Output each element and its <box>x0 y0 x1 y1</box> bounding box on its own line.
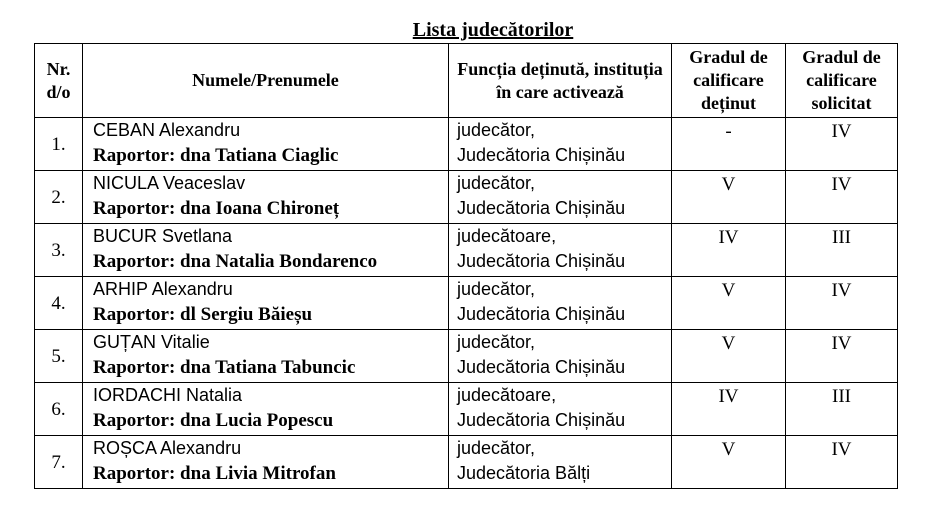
grade-requested: IV <box>786 330 898 383</box>
raportor-name: Raportor: dna Natalia Bondarenco <box>93 251 378 272</box>
grade-held: - <box>672 118 786 171</box>
header-grade-requested: Gradul de calificare solicitat <box>786 44 898 118</box>
judges-table <box>34 43 898 489</box>
header-function: Funcția deținută, instituția în care activează <box>449 44 672 118</box>
row-number: 6. <box>35 383 83 436</box>
position: judecător, <box>457 279 536 299</box>
table-row <box>35 383 898 436</box>
grade-held: V <box>672 436 786 489</box>
row-number: 2. <box>35 171 83 224</box>
name-cell <box>83 277 449 330</box>
table-row <box>35 277 898 330</box>
raportor-name: Raportor: dl Sergiu Băieșu <box>93 304 313 325</box>
grade-requested: III <box>786 383 898 436</box>
name-cell <box>83 383 449 436</box>
function-cell <box>449 224 672 277</box>
position: judecătoare, <box>457 226 557 246</box>
row-number: 3. <box>35 224 83 277</box>
judge-name: ARHIP Alexandru <box>93 279 233 299</box>
row-number: 4. <box>35 277 83 330</box>
header-nr: Nr. d/o <box>35 44 83 118</box>
raportor-name: Raportor: dna Tatiana Ciaglic <box>93 145 339 166</box>
court: Judecătoria Chișinău <box>457 410 626 430</box>
position: judecătoare, <box>457 385 557 405</box>
position: judecător, <box>457 173 536 193</box>
table-row <box>35 118 898 171</box>
row-number: 7. <box>35 436 83 489</box>
raportor-name: Raportor: dna Livia Mitrofan <box>93 463 336 484</box>
function-cell <box>449 118 672 171</box>
grade-held: V <box>672 277 786 330</box>
judge-name: BUCUR Svetlana <box>93 226 233 246</box>
table-row <box>35 224 898 277</box>
table-row <box>35 436 898 489</box>
function-cell <box>449 277 672 330</box>
court: Judecătoria Chișinău <box>457 198 626 218</box>
judge-name: GUȚAN Vitalie <box>93 332 210 352</box>
table-header-row <box>35 44 898 118</box>
name-cell <box>83 171 449 224</box>
judge-name: CEBAN Alexandru <box>93 120 241 140</box>
court: Judecătoria Chișinău <box>457 145 626 165</box>
row-number: 1. <box>35 118 83 171</box>
court: Judecătoria Bălți <box>457 463 591 483</box>
raportor-name: Raportor: dna Tatiana Tabuncic <box>93 357 356 378</box>
document-title: Lista judecătorilor <box>412 19 574 41</box>
court: Judecătoria Chișinău <box>457 357 626 377</box>
judge-name: ROȘCA Alexandru <box>93 438 242 458</box>
raportor-name: Raportor: dna Lucia Popescu <box>93 410 334 431</box>
grade-requested: IV <box>786 277 898 330</box>
grade-held: V <box>672 330 786 383</box>
court: Judecătoria Chișinău <box>457 304 626 324</box>
table-row <box>35 171 898 224</box>
judge-name: IORDACHI Natalia <box>93 385 243 405</box>
grade-requested: IV <box>786 436 898 489</box>
header-grade-held: Gradul de calificare deținut <box>672 44 786 118</box>
position: judecător, <box>457 120 536 140</box>
grade-requested: IV <box>786 118 898 171</box>
name-cell <box>83 436 449 489</box>
name-cell <box>83 224 449 277</box>
grade-held: V <box>672 171 786 224</box>
judge-name: NICULA Veaceslav <box>93 173 246 193</box>
name-cell <box>83 118 449 171</box>
grade-held: IV <box>672 383 786 436</box>
function-cell <box>449 383 672 436</box>
function-cell <box>449 330 672 383</box>
position: judecător, <box>457 438 536 458</box>
position: judecător, <box>457 332 536 352</box>
grade-requested: IV <box>786 171 898 224</box>
table-row <box>35 330 898 383</box>
header-name: Numele/Prenumele <box>83 44 449 118</box>
function-cell <box>449 171 672 224</box>
function-cell <box>449 436 672 489</box>
raportor-name: Raportor: dna Ioana Chironeț <box>93 198 340 219</box>
row-number: 5. <box>35 330 83 383</box>
grade-requested: III <box>786 224 898 277</box>
grade-held: IV <box>672 224 786 277</box>
name-cell <box>83 330 449 383</box>
court: Judecătoria Chișinău <box>457 251 626 271</box>
